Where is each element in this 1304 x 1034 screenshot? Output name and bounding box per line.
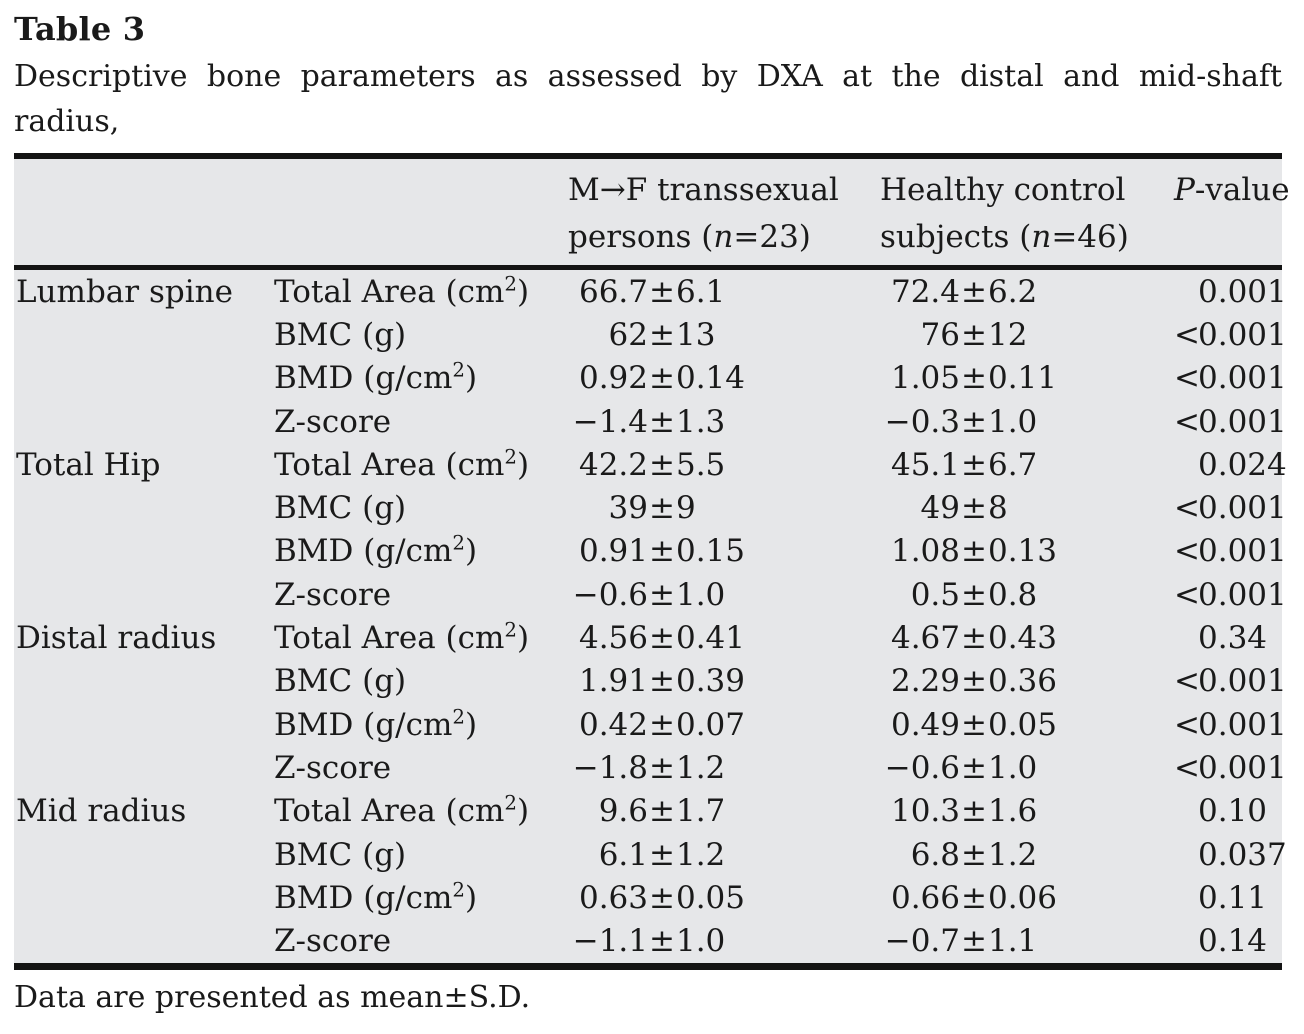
less-than-sign: < — [1174, 490, 1200, 527]
sd-value: 0.15 — [675, 533, 746, 570]
cell-value-control — [880, 880, 1174, 916]
mean-value: −1.8 — [572, 749, 648, 786]
cell-parameter: BMC (g) — [274, 663, 407, 700]
cell-pvalue — [1174, 403, 1287, 440]
table-row — [14, 919, 1282, 962]
plus-minus-sign: ± — [961, 706, 987, 743]
cell-value-transsexual — [568, 533, 880, 569]
cell-value-control — [880, 923, 1174, 959]
pvalue-number: 0.11 — [1198, 879, 1268, 916]
sd-value: 0.07 — [675, 706, 746, 743]
table-row — [14, 616, 1282, 659]
mean-value: −1.4 — [572, 403, 648, 440]
pvalue-number: 0.14 — [1198, 923, 1268, 960]
sd-value: 12 — [987, 316, 1028, 353]
sd-value: 1.7 — [675, 793, 726, 830]
mean-value: −0.6 — [572, 576, 648, 613]
sd-value: 6.2 — [987, 273, 1038, 310]
mean-value: 0.49 — [890, 706, 960, 743]
pvalue-number: 0.001 — [1198, 706, 1287, 743]
plus-minus-sign: ± — [961, 620, 987, 657]
plus-minus-sign: ± — [649, 490, 675, 527]
sd-value: 0.43 — [987, 620, 1058, 657]
pvalue-number: 0.001 — [1198, 316, 1287, 353]
pvalue-number: 0.024 — [1198, 446, 1287, 483]
less-than-sign: < — [1174, 533, 1200, 570]
cell-parameter: BMD $(g/cm^2)$ — [274, 358, 478, 397]
cell-parameter: BMC (g) — [274, 316, 407, 353]
cell-parameter: Z-score — [274, 576, 392, 613]
mean-value: 49 — [920, 490, 960, 527]
pvalue-number: 0.34 — [1198, 620, 1268, 657]
cell-region: Distal radius — [16, 620, 217, 657]
cell-pvalue — [1174, 316, 1287, 353]
table-row — [14, 746, 1287, 789]
plus-minus-sign: ± — [961, 793, 987, 830]
mean-value: 42.2 — [578, 446, 648, 483]
cell-value-control — [880, 317, 1174, 353]
header-control-line1: Healthy control — [880, 172, 1126, 208]
cell-value-control — [880, 533, 1174, 569]
cell-value-control — [880, 360, 1174, 396]
sd-value: 0.05 — [675, 879, 746, 916]
less-than-sign: < — [1174, 749, 1200, 786]
mean-value: 4.56 — [578, 620, 648, 657]
cell-value-transsexual — [568, 404, 880, 440]
table-header — [14, 159, 1290, 265]
cell-parameter: Total Area $(cm^2)$ — [274, 272, 530, 310]
plus-minus-sign: ± — [961, 749, 987, 786]
table-row — [14, 270, 1287, 313]
cell-value-transsexual — [568, 620, 880, 656]
mean-value: 66.7 — [578, 273, 648, 310]
plus-minus-sign: ± — [649, 879, 675, 916]
mean-value: −1.1 — [572, 923, 648, 960]
table-row — [14, 790, 1282, 833]
mean-value: 0.66 — [890, 879, 960, 916]
sd-value: 5.5 — [675, 446, 726, 483]
mean-value: 62 — [608, 316, 648, 353]
plus-minus-sign: ± — [649, 620, 675, 657]
cell-region: Total Hip — [16, 446, 161, 483]
mean-value: −0.6 — [884, 749, 960, 786]
pvalue-number: 0.001 — [1198, 403, 1287, 440]
cell-value-control — [880, 663, 1174, 699]
sd-value: 1.2 — [987, 836, 1038, 873]
sd-value: 0.13 — [987, 533, 1058, 570]
cell-value-control — [880, 404, 1174, 440]
cell-parameter: Z-score — [274, 923, 392, 960]
cell-value-control — [880, 750, 1174, 786]
pvalue-number: 0.001 — [1198, 576, 1287, 613]
pvalue-number: 0.001 — [1198, 360, 1287, 397]
sd-value: 0.36 — [987, 663, 1058, 700]
pvalue-number: 0.001 — [1198, 533, 1287, 570]
plus-minus-sign: ± — [961, 879, 987, 916]
mean-value: 0.92 — [578, 360, 648, 397]
header-region-column — [14, 167, 274, 265]
cell-value-transsexual — [568, 317, 880, 353]
pvalue-number: 0.037 — [1198, 836, 1287, 873]
cell-parameter: BMC (g) — [274, 836, 407, 873]
less-than-sign: < — [1174, 706, 1200, 743]
mean-value: 1.91 — [578, 663, 648, 700]
sd-value: 1.0 — [675, 576, 726, 613]
cell-value-transsexual — [568, 923, 880, 959]
plus-minus-sign: ± — [649, 749, 675, 786]
sd-value: 8 — [987, 490, 1008, 527]
cell-value-control — [880, 274, 1174, 310]
pvalue-number: 0.001 — [1198, 490, 1287, 527]
cell-parameter: Total Area $(cm^2)$ — [274, 791, 530, 830]
plus-minus-sign: ± — [649, 533, 675, 570]
plus-minus-sign: ± — [961, 273, 987, 310]
sd-value: 1.2 — [675, 749, 726, 786]
sd-value: 1.3 — [675, 403, 726, 440]
table-title: Table 3 — [14, 10, 146, 48]
mean-value: 0.5 — [910, 576, 960, 613]
plus-minus-sign: ± — [961, 923, 987, 960]
plus-minus-sign: ± — [961, 360, 987, 397]
less-than-sign: < — [1174, 403, 1200, 440]
plus-minus-sign: ± — [961, 490, 987, 527]
table-footnote: Data are presented as mean±S.D. — [14, 980, 531, 1015]
table-row — [14, 833, 1287, 876]
cell-value-transsexual — [568, 837, 880, 873]
cell-value-control — [880, 490, 1174, 526]
less-than-sign: < — [1174, 576, 1200, 613]
cell-pvalue — [1174, 836, 1287, 873]
mean-value: 45.1 — [890, 446, 960, 483]
less-than-sign: < — [1174, 663, 1200, 700]
cell-pvalue — [1174, 576, 1287, 613]
cell-value-transsexual — [568, 880, 880, 916]
table-row — [14, 443, 1287, 486]
plus-minus-sign: ± — [649, 403, 675, 440]
cell-pvalue — [1174, 793, 1282, 829]
plus-minus-sign: ± — [961, 663, 987, 700]
cell-pvalue — [1174, 620, 1282, 656]
mean-value: 76 — [920, 316, 960, 353]
plus-minus-sign: ± — [649, 316, 675, 353]
mean-value: 9.6 — [598, 793, 648, 830]
cell-value-transsexual — [568, 793, 880, 829]
mean-value: 4.67 — [890, 620, 960, 657]
sd-value: 0.06 — [987, 879, 1058, 916]
cell-value-transsexual — [568, 663, 880, 699]
sd-value: 1.0 — [987, 403, 1038, 440]
table-row — [14, 313, 1287, 356]
sd-value: 6.7 — [987, 446, 1038, 483]
plus-minus-sign: ± — [649, 663, 675, 700]
plus-minus-sign: ± — [649, 360, 675, 397]
column-header-pvalue: P-value — [1174, 172, 1290, 208]
sd-value: 1.6 — [987, 793, 1038, 830]
plus-minus-sign: ± — [961, 836, 987, 873]
cell-parameter: Z-score — [274, 749, 392, 786]
sd-value: 1.0 — [675, 923, 726, 960]
cell-pvalue — [1174, 749, 1287, 786]
cell-pvalue — [1174, 273, 1287, 310]
cell-parameter: BMC (g) — [274, 490, 407, 527]
cell-pvalue — [1174, 663, 1287, 700]
plus-minus-sign: ± — [649, 446, 675, 483]
cell-parameter: BMD $(g/cm^2)$ — [274, 705, 478, 743]
table-row — [14, 573, 1287, 616]
table-row — [14, 400, 1287, 443]
cell-pvalue — [1174, 706, 1287, 743]
mean-value: 10.3 — [890, 793, 960, 830]
table-row — [14, 703, 1287, 746]
plus-minus-sign: ± — [649, 576, 675, 613]
plus-minus-sign: ± — [961, 316, 987, 353]
plus-minus-sign: ± — [961, 446, 987, 483]
cell-value-control — [880, 577, 1174, 613]
pvalue-number: 0.001 — [1198, 749, 1287, 786]
mean-value: 72.4 — [890, 273, 960, 310]
header-control-line2: subjects (n=46) — [880, 219, 1129, 255]
less-than-sign: < — [1174, 360, 1200, 397]
cell-parameter: BMD $(g/cm^2)$ — [274, 532, 478, 570]
cell-value-control — [880, 707, 1174, 743]
mean-value: 39 — [608, 490, 648, 527]
sd-value: 9 — [675, 490, 696, 527]
column-header-control — [880, 167, 1174, 265]
plus-minus-sign: ± — [961, 533, 987, 570]
cell-region: Lumbar spine — [16, 273, 233, 310]
sd-value: 0.14 — [675, 360, 746, 397]
cell-value-transsexual — [568, 490, 880, 526]
bottom-rule — [14, 963, 1282, 970]
table-body — [14, 270, 1287, 963]
cell-region: Mid radius — [16, 793, 187, 830]
table-row — [14, 357, 1287, 400]
mean-value: 6.1 — [598, 836, 648, 873]
plus-minus-sign: ± — [961, 403, 987, 440]
sd-value: 1.0 — [987, 749, 1038, 786]
cell-value-transsexual — [568, 707, 880, 743]
sd-value: 0.41 — [675, 620, 746, 657]
sd-value: 0.05 — [987, 706, 1058, 743]
cell-pvalue — [1174, 880, 1282, 916]
header-transsexual-line2: persons (n=23) — [568, 219, 811, 255]
cell-value-transsexual — [568, 577, 880, 613]
mean-value: −0.7 — [884, 923, 960, 960]
cell-pvalue — [1174, 490, 1287, 527]
column-header-transsexual — [568, 167, 880, 265]
cell-parameter: Z-score — [274, 403, 392, 440]
caption-line-1: Descriptive bone parameters as assessed by DXA at the distal and mid-shaft radius, — [14, 59, 1282, 139]
mean-value: 2.29 — [890, 663, 960, 700]
header-parameter-column — [274, 167, 568, 265]
sd-value: 0.39 — [675, 663, 746, 700]
plus-minus-sign: ± — [649, 923, 675, 960]
mean-value: 1.05 — [890, 360, 960, 397]
cell-pvalue — [1174, 923, 1282, 959]
mean-value: 0.63 — [578, 879, 648, 916]
mean-value: 0.91 — [578, 533, 648, 570]
header-transsexual-line1: M→F transsexual — [568, 172, 839, 208]
mean-value: 0.42 — [578, 706, 648, 743]
table-row — [14, 530, 1287, 573]
cell-parameter: Total Area $(cm^2)$ — [274, 618, 530, 657]
plus-minus-sign: ± — [649, 273, 675, 310]
plus-minus-sign: ± — [961, 576, 987, 613]
cell-pvalue — [1174, 446, 1287, 483]
pvalue-number: 0.10 — [1198, 793, 1268, 830]
cell-pvalue — [1174, 360, 1287, 397]
mean-value: −0.3 — [884, 403, 960, 440]
sd-value: 1.1 — [987, 923, 1038, 960]
pvalue-number: 0.001 — [1198, 273, 1287, 310]
cell-parameter: Total Area $(cm^2)$ — [274, 445, 530, 483]
less-than-sign: < — [1174, 316, 1200, 353]
cell-value-transsexual — [568, 447, 880, 483]
cell-value-transsexual — [568, 750, 880, 786]
pvalue-number: 0.001 — [1198, 663, 1287, 700]
cell-value-control — [880, 447, 1174, 483]
sd-value: 13 — [675, 316, 716, 353]
table-row — [14, 486, 1287, 529]
plus-minus-sign: ± — [649, 793, 675, 830]
sd-value: 0.11 — [987, 360, 1058, 397]
table-row — [14, 660, 1287, 703]
cell-pvalue — [1174, 533, 1287, 570]
cell-value-transsexual — [568, 360, 880, 396]
cell-value-control — [880, 793, 1174, 829]
data-table — [14, 153, 1290, 970]
cell-value-transsexual — [568, 274, 880, 310]
mean-value: 1.08 — [890, 533, 960, 570]
sd-value: 0.8 — [987, 576, 1038, 613]
sd-value: 6.1 — [675, 273, 726, 310]
cell-value-control — [880, 837, 1174, 873]
cell-value-control — [880, 620, 1174, 656]
sd-value: 1.2 — [675, 836, 726, 873]
cell-parameter: BMD $(g/cm^2)$ — [274, 878, 478, 916]
plus-minus-sign: ± — [649, 836, 675, 873]
plus-minus-sign: ± — [649, 706, 675, 743]
table-row — [14, 876, 1282, 919]
mean-value: 6.8 — [910, 836, 960, 873]
